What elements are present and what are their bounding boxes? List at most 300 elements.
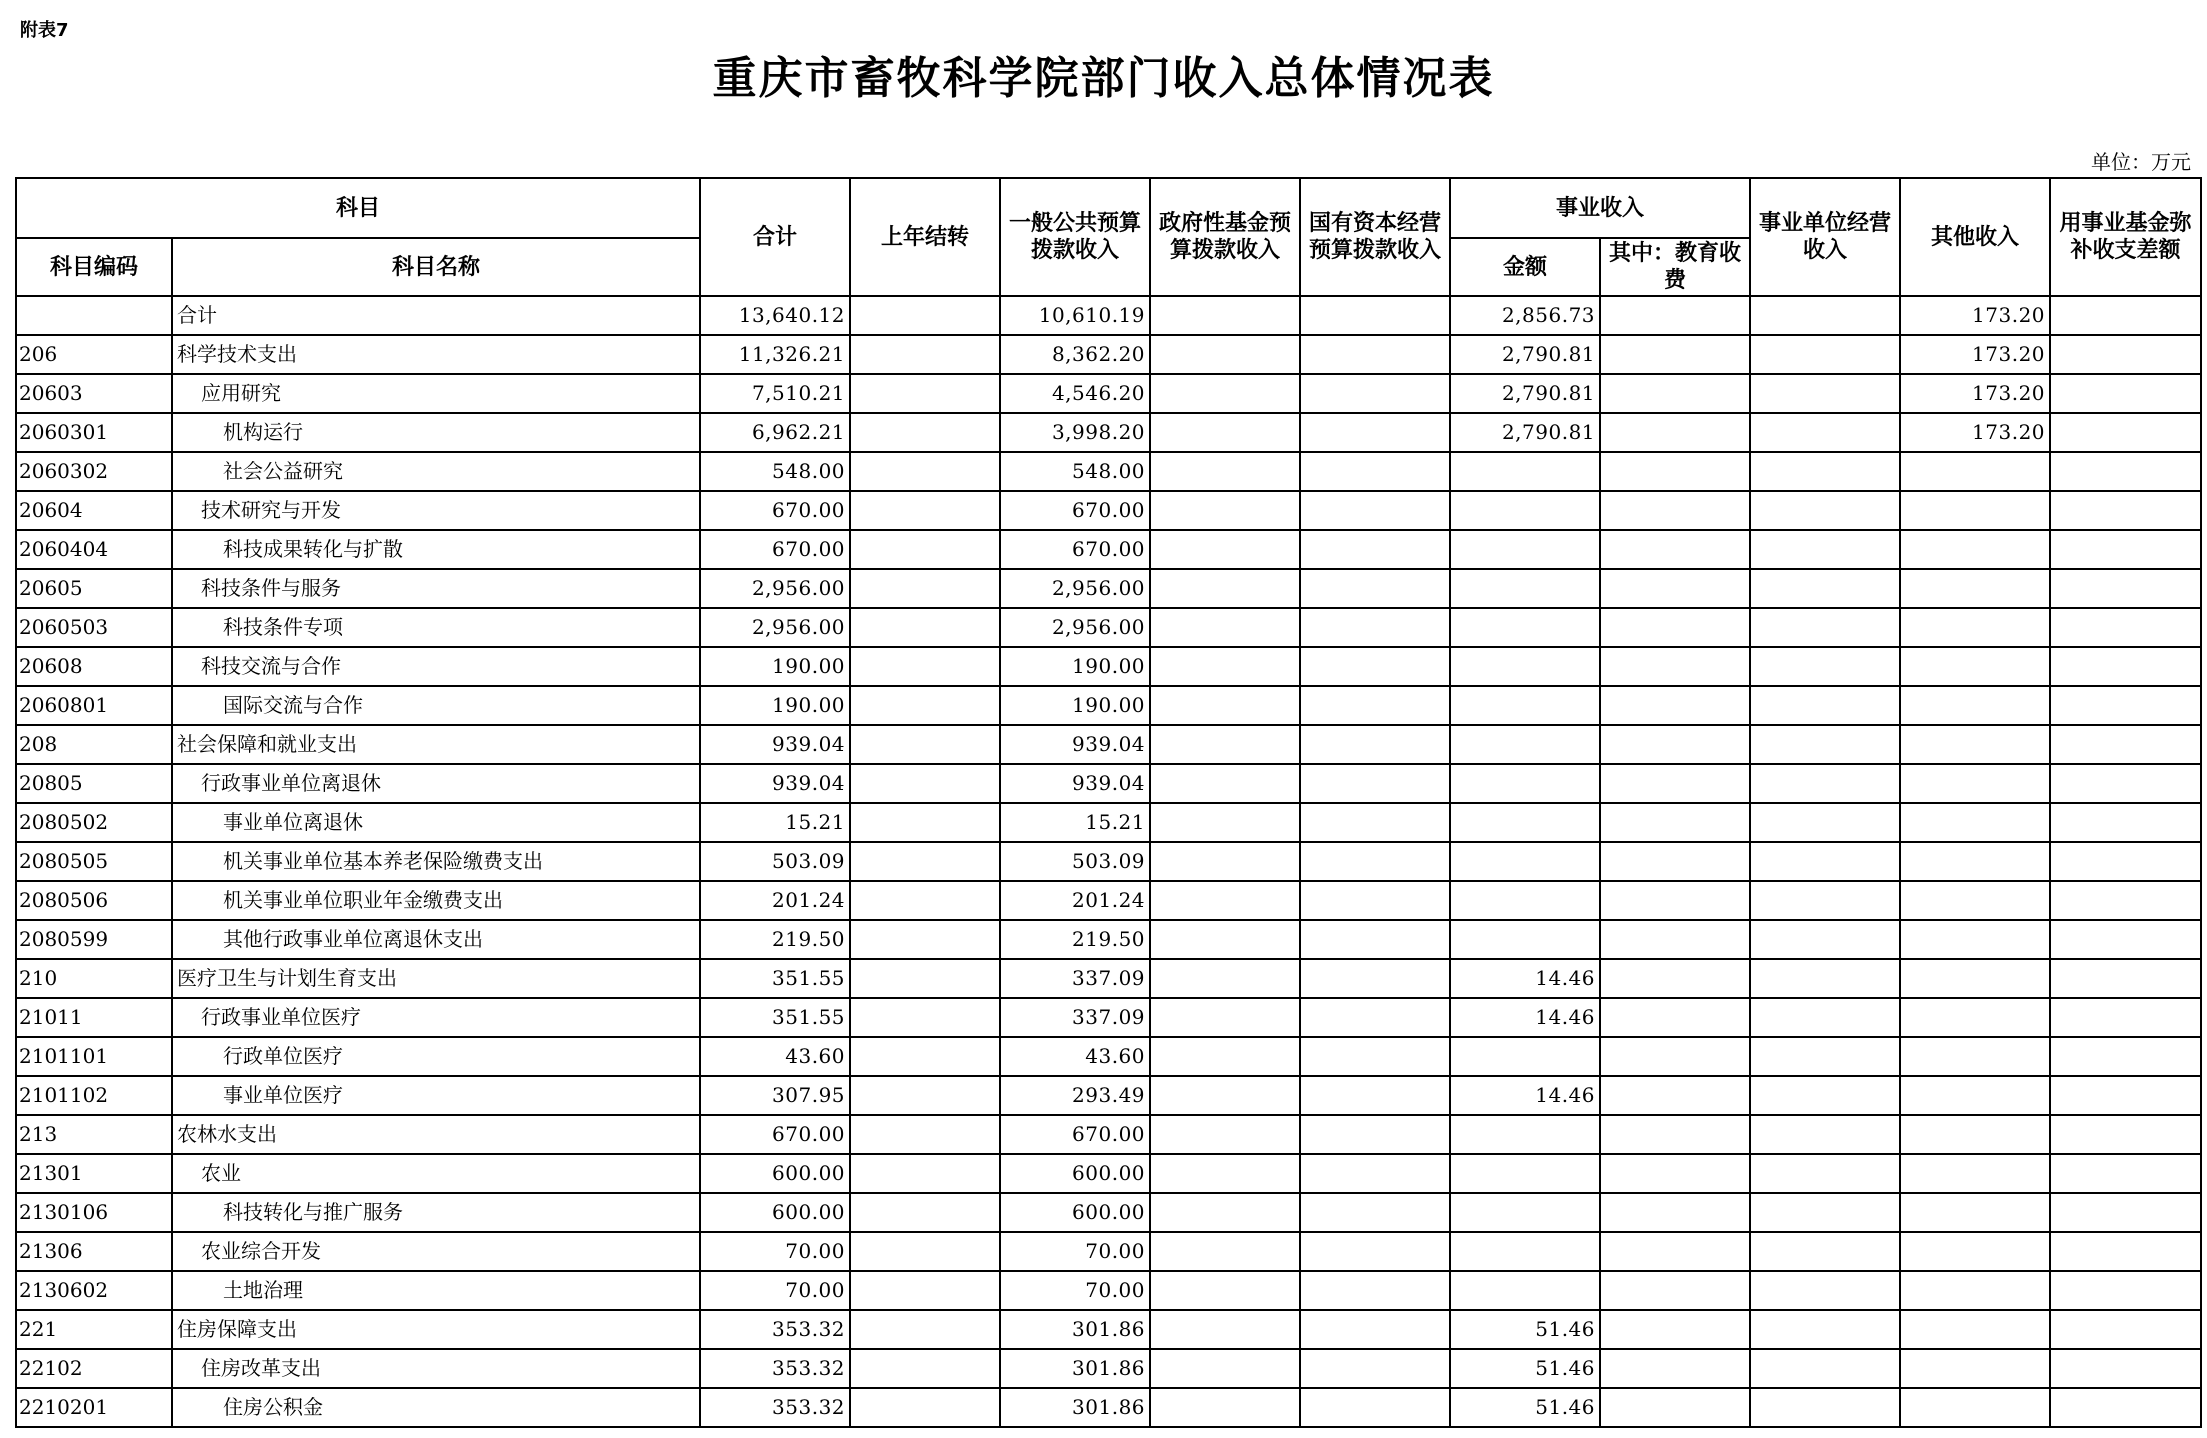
cell-gov-fund	[1150, 881, 1300, 920]
cell-general-budget: 43.60	[1000, 1037, 1150, 1076]
table-row	[16, 335, 2201, 374]
cell-fund-supplement	[2050, 413, 2201, 452]
cell-operating-income	[1750, 1349, 1900, 1388]
cell-education-fee	[1600, 881, 1750, 920]
cell-carryover	[850, 920, 1000, 959]
cell-operating-income	[1750, 803, 1900, 842]
cell-business-amount	[1450, 920, 1600, 959]
cell-name: 农业综合开发	[172, 1232, 700, 1271]
cell-fund-supplement	[2050, 374, 2201, 413]
cell-other-income	[1900, 998, 2050, 1037]
cell-name: 科技条件专项	[172, 608, 700, 647]
cell-business-amount	[1450, 491, 1600, 530]
cell-total: 2,956.00	[700, 569, 850, 608]
cell-code: 210	[16, 959, 172, 998]
cell-carryover	[850, 1232, 1000, 1271]
cell-total: 548.00	[700, 452, 850, 491]
cell-code: 2080506	[16, 881, 172, 920]
cell-carryover	[850, 530, 1000, 569]
table-body	[16, 296, 2201, 1427]
cell-general-budget: 3,998.20	[1000, 413, 1150, 452]
table-row	[16, 1232, 2201, 1271]
cell-name: 国际交流与合作	[172, 686, 700, 725]
cell-other-income	[1900, 1115, 2050, 1154]
cell-fund-supplement	[2050, 1037, 2201, 1076]
cell-education-fee	[1600, 1271, 1750, 1310]
table-row	[16, 608, 2201, 647]
cell-general-budget: 670.00	[1000, 1115, 1150, 1154]
cell-business-amount: 51.46	[1450, 1349, 1600, 1388]
cell-name: 其他行政事业单位离退休支出	[172, 920, 700, 959]
cell-total: 307.95	[700, 1076, 850, 1115]
cell-name: 科技交流与合作	[172, 647, 700, 686]
cell-general-budget: 2,956.00	[1000, 608, 1150, 647]
header-amount: 金额	[1450, 238, 1600, 296]
income-table	[15, 177, 2202, 1428]
table-row	[16, 725, 2201, 764]
cell-state-capital	[1300, 374, 1450, 413]
cell-code: 21306	[16, 1232, 172, 1271]
cell-carryover	[850, 296, 1000, 335]
cell-name: 农业	[172, 1154, 700, 1193]
cell-business-amount	[1450, 1271, 1600, 1310]
cell-name: 社会保障和就业支出	[172, 725, 700, 764]
cell-other-income	[1900, 764, 2050, 803]
cell-gov-fund	[1150, 1310, 1300, 1349]
cell-other-income	[1900, 842, 2050, 881]
cell-operating-income	[1750, 374, 1900, 413]
cell-code: 208	[16, 725, 172, 764]
cell-general-budget: 4,546.20	[1000, 374, 1150, 413]
cell-operating-income	[1750, 881, 1900, 920]
cell-operating-income	[1750, 1310, 1900, 1349]
cell-state-capital	[1300, 452, 1450, 491]
cell-general-budget: 219.50	[1000, 920, 1150, 959]
cell-code: 2080502	[16, 803, 172, 842]
cell-gov-fund	[1150, 764, 1300, 803]
cell-general-budget: 600.00	[1000, 1193, 1150, 1232]
cell-carryover	[850, 1388, 1000, 1427]
cell-gov-fund	[1150, 1076, 1300, 1115]
cell-name: 机构运行	[172, 413, 700, 452]
cell-general-budget: 600.00	[1000, 1154, 1150, 1193]
cell-state-capital	[1300, 1310, 1450, 1349]
cell-education-fee	[1600, 1388, 1750, 1427]
cell-code: 22102	[16, 1349, 172, 1388]
page-title: 重庆市畜牧科学院部门收入总体情况表	[712, 53, 1495, 104]
table-row	[16, 1193, 2201, 1232]
cell-operating-income	[1750, 530, 1900, 569]
cell-state-capital	[1300, 491, 1450, 530]
cell-business-amount: 2,856.73	[1450, 296, 1600, 335]
cell-operating-income	[1750, 296, 1900, 335]
cell-carryover	[850, 1349, 1000, 1388]
cell-gov-fund	[1150, 413, 1300, 452]
cell-state-capital	[1300, 803, 1450, 842]
cell-other-income	[1900, 491, 2050, 530]
cell-education-fee	[1600, 1076, 1750, 1115]
cell-state-capital	[1300, 1115, 1450, 1154]
cell-state-capital	[1300, 725, 1450, 764]
cell-carryover	[850, 452, 1000, 491]
cell-state-capital	[1300, 647, 1450, 686]
unit-label: 单位：万元	[2091, 150, 2191, 174]
cell-carryover	[850, 374, 1000, 413]
cell-state-capital	[1300, 764, 1450, 803]
cell-education-fee	[1600, 1232, 1750, 1271]
cell-total: 503.09	[700, 842, 850, 881]
cell-operating-income	[1750, 959, 1900, 998]
cell-name: 合计	[172, 296, 700, 335]
cell-fund-supplement	[2050, 686, 2201, 725]
table-row	[16, 881, 2201, 920]
cell-general-budget: 939.04	[1000, 725, 1150, 764]
cell-state-capital	[1300, 296, 1450, 335]
cell-total: 670.00	[700, 1115, 850, 1154]
cell-gov-fund	[1150, 608, 1300, 647]
cell-operating-income	[1750, 647, 1900, 686]
cell-business-amount	[1450, 1232, 1600, 1271]
cell-gov-fund	[1150, 920, 1300, 959]
table-row	[16, 413, 2201, 452]
cell-general-budget: 10,610.19	[1000, 296, 1150, 335]
cell-operating-income	[1750, 998, 1900, 1037]
cell-total: 190.00	[700, 647, 850, 686]
cell-fund-supplement	[2050, 1310, 2201, 1349]
table-row	[16, 1271, 2201, 1310]
cell-fund-supplement	[2050, 725, 2201, 764]
table-row	[16, 452, 2201, 491]
cell-operating-income	[1750, 491, 1900, 530]
cell-general-budget: 337.09	[1000, 998, 1150, 1037]
cell-carryover	[850, 1037, 1000, 1076]
cell-operating-income	[1750, 1271, 1900, 1310]
cell-operating-income	[1750, 1076, 1900, 1115]
cell-other-income: 173.20	[1900, 413, 2050, 452]
cell-business-amount	[1450, 725, 1600, 764]
cell-education-fee	[1600, 1037, 1750, 1076]
cell-fund-supplement	[2050, 842, 2201, 881]
cell-other-income	[1900, 1154, 2050, 1193]
table-row	[16, 920, 2201, 959]
cell-general-budget: 670.00	[1000, 491, 1150, 530]
cell-operating-income	[1750, 608, 1900, 647]
cell-name: 农林水支出	[172, 1115, 700, 1154]
cell-education-fee	[1600, 413, 1750, 452]
cell-business-amount: 14.46	[1450, 1076, 1600, 1115]
cell-fund-supplement	[2050, 1232, 2201, 1271]
cell-fund-supplement	[2050, 569, 2201, 608]
cell-business-amount: 2,790.81	[1450, 413, 1600, 452]
header-education-fee: 其中：教育收费	[1600, 238, 1750, 296]
cell-gov-fund	[1150, 998, 1300, 1037]
cell-carryover	[850, 686, 1000, 725]
cell-state-capital	[1300, 1271, 1450, 1310]
cell-gov-fund	[1150, 1115, 1300, 1154]
cell-operating-income	[1750, 1037, 1900, 1076]
cell-business-amount	[1450, 452, 1600, 491]
cell-general-budget: 190.00	[1000, 647, 1150, 686]
header-carryover: 上年结转	[850, 178, 1000, 296]
cell-state-capital	[1300, 1076, 1450, 1115]
cell-general-budget: 70.00	[1000, 1271, 1150, 1310]
cell-business-amount: 2,790.81	[1450, 335, 1600, 374]
cell-general-budget: 301.86	[1000, 1388, 1150, 1427]
cell-other-income	[1900, 686, 2050, 725]
cell-carryover	[850, 1154, 1000, 1193]
cell-total: 353.32	[700, 1310, 850, 1349]
cell-name: 住房改革支出	[172, 1349, 700, 1388]
cell-operating-income	[1750, 920, 1900, 959]
cell-operating-income	[1750, 1232, 1900, 1271]
cell-code: 206	[16, 335, 172, 374]
table-row	[16, 1388, 2201, 1427]
cell-education-fee	[1600, 920, 1750, 959]
cell-carryover	[850, 569, 1000, 608]
table-row	[16, 296, 2201, 335]
cell-education-fee	[1600, 530, 1750, 569]
cell-carryover	[850, 1310, 1000, 1349]
cell-name: 科技转化与推广服务	[172, 1193, 700, 1232]
header-fund-supplement: 用事业基金弥补收支差额	[2050, 178, 2201, 296]
cell-general-budget: 503.09	[1000, 842, 1150, 881]
cell-general-budget: 301.86	[1000, 1349, 1150, 1388]
cell-gov-fund	[1150, 491, 1300, 530]
cell-gov-fund	[1150, 803, 1300, 842]
table-row	[16, 530, 2201, 569]
table-row	[16, 1076, 2201, 1115]
table-row	[16, 764, 2201, 803]
cell-code: 2130602	[16, 1271, 172, 1310]
cell-general-budget: 548.00	[1000, 452, 1150, 491]
cell-fund-supplement	[2050, 1076, 2201, 1115]
cell-code: 213	[16, 1115, 172, 1154]
cell-business-amount: 2,790.81	[1450, 374, 1600, 413]
cell-other-income	[1900, 452, 2050, 491]
cell-carryover	[850, 881, 1000, 920]
cell-education-fee	[1600, 452, 1750, 491]
cell-carryover	[850, 1115, 1000, 1154]
cell-other-income: 173.20	[1900, 335, 2050, 374]
cell-total: 353.32	[700, 1349, 850, 1388]
cell-carryover	[850, 803, 1000, 842]
table-row	[16, 998, 2201, 1037]
cell-name: 科学技术支出	[172, 335, 700, 374]
cell-gov-fund	[1150, 686, 1300, 725]
cell-education-fee	[1600, 374, 1750, 413]
cell-carryover	[850, 725, 1000, 764]
attachment-label: 附表7	[20, 20, 69, 41]
cell-education-fee	[1600, 1115, 1750, 1154]
cell-fund-supplement	[2050, 335, 2201, 374]
cell-total: 201.24	[700, 881, 850, 920]
cell-code: 2080599	[16, 920, 172, 959]
cell-operating-income	[1750, 452, 1900, 491]
cell-fund-supplement	[2050, 764, 2201, 803]
cell-code: 2080505	[16, 842, 172, 881]
cell-fund-supplement	[2050, 1388, 2201, 1427]
cell-code: 20604	[16, 491, 172, 530]
cell-operating-income	[1750, 1115, 1900, 1154]
cell-gov-fund	[1150, 569, 1300, 608]
cell-gov-fund	[1150, 842, 1300, 881]
cell-carryover	[850, 335, 1000, 374]
table-row	[16, 1115, 2201, 1154]
cell-general-budget: 301.86	[1000, 1310, 1150, 1349]
cell-code: 221	[16, 1310, 172, 1349]
table-row	[16, 1154, 2201, 1193]
table-row	[16, 647, 2201, 686]
cell-other-income	[1900, 647, 2050, 686]
cell-business-amount: 51.46	[1450, 1310, 1600, 1349]
cell-general-budget: 337.09	[1000, 959, 1150, 998]
cell-total: 353.32	[700, 1388, 850, 1427]
cell-other-income	[1900, 725, 2050, 764]
cell-education-fee	[1600, 803, 1750, 842]
cell-name: 科技成果转化与扩散	[172, 530, 700, 569]
cell-other-income: 173.20	[1900, 374, 2050, 413]
cell-operating-income	[1750, 1154, 1900, 1193]
cell-name: 机关事业单位职业年金缴费支出	[172, 881, 700, 920]
cell-name: 行政事业单位离退休	[172, 764, 700, 803]
cell-education-fee	[1600, 1310, 1750, 1349]
cell-gov-fund	[1150, 959, 1300, 998]
cell-gov-fund	[1150, 1349, 1300, 1388]
cell-total: 600.00	[700, 1154, 850, 1193]
cell-carryover	[850, 1076, 1000, 1115]
cell-fund-supplement	[2050, 647, 2201, 686]
cell-other-income: 173.20	[1900, 296, 2050, 335]
header-other-income: 其他收入	[1900, 178, 2050, 296]
cell-education-fee	[1600, 296, 1750, 335]
cell-gov-fund	[1150, 1388, 1300, 1427]
cell-code: 2060801	[16, 686, 172, 725]
cell-name: 事业单位医疗	[172, 1076, 700, 1115]
cell-business-amount	[1450, 530, 1600, 569]
cell-total: 43.60	[700, 1037, 850, 1076]
cell-gov-fund	[1150, 1193, 1300, 1232]
cell-business-amount: 14.46	[1450, 959, 1600, 998]
table-row	[16, 959, 2201, 998]
cell-fund-supplement	[2050, 803, 2201, 842]
cell-general-budget: 293.49	[1000, 1076, 1150, 1115]
cell-other-income	[1900, 1232, 2050, 1271]
cell-fund-supplement	[2050, 296, 2201, 335]
cell-total: 939.04	[700, 764, 850, 803]
cell-name: 技术研究与开发	[172, 491, 700, 530]
cell-education-fee	[1600, 608, 1750, 647]
cell-other-income	[1900, 1349, 2050, 1388]
cell-business-amount	[1450, 803, 1600, 842]
cell-operating-income	[1750, 1193, 1900, 1232]
cell-operating-income	[1750, 725, 1900, 764]
cell-code	[16, 296, 172, 335]
cell-name: 社会公益研究	[172, 452, 700, 491]
table-row	[16, 569, 2201, 608]
cell-business-amount	[1450, 1193, 1600, 1232]
cell-business-amount	[1450, 842, 1600, 881]
cell-total: 13,640.12	[700, 296, 850, 335]
cell-state-capital	[1300, 335, 1450, 374]
cell-education-fee	[1600, 686, 1750, 725]
cell-name: 事业单位离退休	[172, 803, 700, 842]
cell-other-income	[1900, 1037, 2050, 1076]
cell-code: 2210201	[16, 1388, 172, 1427]
cell-business-amount	[1450, 647, 1600, 686]
cell-operating-income	[1750, 842, 1900, 881]
table-row	[16, 686, 2201, 725]
cell-carryover	[850, 413, 1000, 452]
table-row	[16, 491, 2201, 530]
cell-code: 20603	[16, 374, 172, 413]
cell-carryover	[850, 842, 1000, 881]
cell-gov-fund	[1150, 647, 1300, 686]
table-row	[16, 1310, 2201, 1349]
cell-gov-fund	[1150, 452, 1300, 491]
cell-fund-supplement	[2050, 920, 2201, 959]
cell-fund-supplement	[2050, 959, 2201, 998]
cell-gov-fund	[1150, 374, 1300, 413]
cell-carryover	[850, 608, 1000, 647]
cell-code: 21011	[16, 998, 172, 1037]
cell-state-capital	[1300, 998, 1450, 1037]
cell-business-amount	[1450, 1115, 1600, 1154]
cell-state-capital	[1300, 569, 1450, 608]
cell-gov-fund	[1150, 335, 1300, 374]
cell-total: 70.00	[700, 1271, 850, 1310]
cell-fund-supplement	[2050, 491, 2201, 530]
cell-state-capital	[1300, 1232, 1450, 1271]
cell-fund-supplement	[2050, 530, 2201, 569]
cell-gov-fund	[1150, 1037, 1300, 1076]
cell-name: 行政单位医疗	[172, 1037, 700, 1076]
cell-education-fee	[1600, 764, 1750, 803]
cell-state-capital	[1300, 530, 1450, 569]
cell-total: 15.21	[700, 803, 850, 842]
header-operating-income: 事业单位经营收入	[1750, 178, 1900, 296]
cell-total: 6,962.21	[700, 413, 850, 452]
cell-other-income	[1900, 1388, 2050, 1427]
cell-state-capital	[1300, 1154, 1450, 1193]
cell-education-fee	[1600, 1193, 1750, 1232]
table-row	[16, 1349, 2201, 1388]
cell-total: 670.00	[700, 530, 850, 569]
cell-fund-supplement	[2050, 1349, 2201, 1388]
cell-business-amount	[1450, 608, 1600, 647]
cell-general-budget: 8,362.20	[1000, 335, 1150, 374]
cell-name: 行政事业单位医疗	[172, 998, 700, 1037]
cell-code: 20608	[16, 647, 172, 686]
cell-total: 2,956.00	[700, 608, 850, 647]
cell-general-budget: 670.00	[1000, 530, 1150, 569]
cell-fund-supplement	[2050, 998, 2201, 1037]
table-row	[16, 803, 2201, 842]
cell-total: 351.55	[700, 959, 850, 998]
cell-other-income	[1900, 530, 2050, 569]
cell-gov-fund	[1150, 1154, 1300, 1193]
header-general-budget: 一般公共预算拨款收入	[1000, 178, 1150, 296]
cell-total: 190.00	[700, 686, 850, 725]
cell-gov-fund	[1150, 1271, 1300, 1310]
cell-name: 机关事业单位基本养老保险缴费支出	[172, 842, 700, 881]
cell-education-fee	[1600, 1349, 1750, 1388]
cell-business-amount: 51.46	[1450, 1388, 1600, 1427]
cell-other-income	[1900, 920, 2050, 959]
cell-education-fee	[1600, 491, 1750, 530]
cell-operating-income	[1750, 569, 1900, 608]
cell-general-budget: 201.24	[1000, 881, 1150, 920]
cell-code: 21301	[16, 1154, 172, 1193]
